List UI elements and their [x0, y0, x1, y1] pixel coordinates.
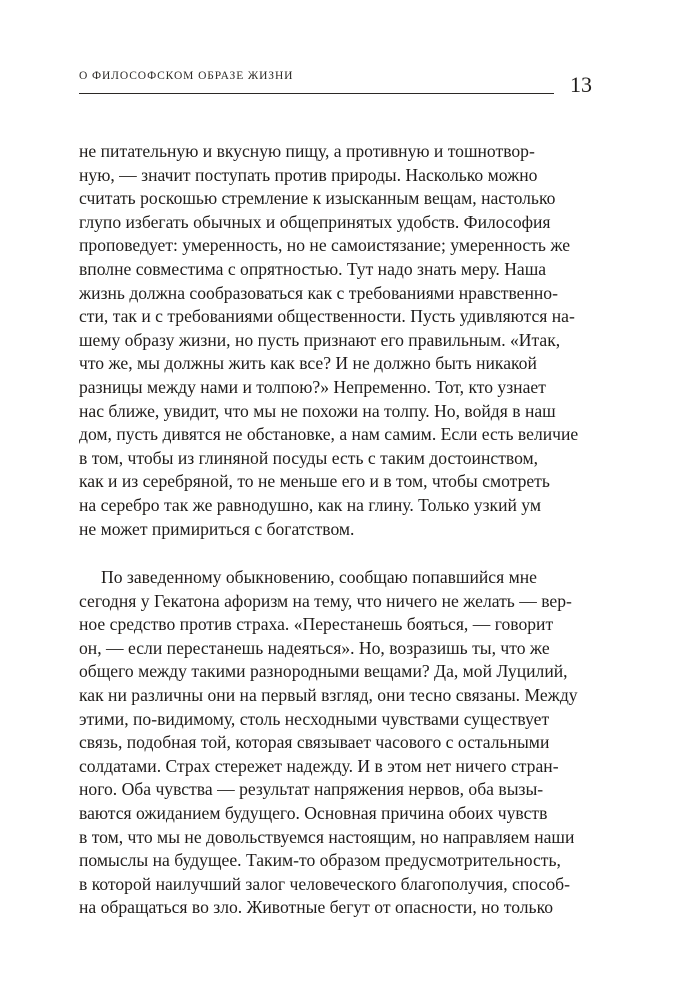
text-line: шему образу жизни, но пусть признают его правильным. «Итак, — [79, 329, 561, 350]
text-line: этими, по-видимому, столь несходными чувствами существует — [79, 708, 550, 729]
text-line: в которой наилучший залог человеческого благополучия, способ- — [79, 873, 570, 894]
text-line: проповедует: умеренность, но не самоистязание; умеренность же — [79, 235, 571, 256]
text-line: солдатами. Страх стережет надежду. И в этом нет ничего стран- — [79, 755, 559, 776]
text-line: ную, — значит поступать против природы. Насколько можно — [79, 164, 538, 185]
text-line: в том, что мы не довольствуемся настоящим, но направляем наши — [79, 826, 575, 847]
text-line: помыслы на будущее. Таким-то образом предусмотрительность, — [79, 850, 561, 871]
header-rule — [79, 93, 554, 94]
paragraph-1 — [79, 140, 599, 541]
text-line: не может примириться с богатством. — [79, 518, 355, 539]
text-line: как ни различны они на первый взгляд, они тесно связаны. Между — [79, 685, 578, 706]
paragraph-2 — [79, 566, 599, 920]
text-line: разницы между нами и толпою?» Непременно. Тот, кто узнает — [79, 376, 546, 397]
text-line: не питательную и вкусную пищу, а противную и тошнотвор- — [79, 141, 535, 161]
text-line: на обращаться во зло. Животные бегут от опасности, но только — [79, 897, 554, 918]
text-line: нас ближе, увидит, что мы не похожи на толпу. Но, войдя в наш — [79, 400, 556, 421]
text-line: как и из серебряной, то не меньше его и в том, чтобы смотреть — [79, 471, 550, 492]
text-line: общего между такими разнородными вещами? Да, мой Луцилий, — [79, 661, 568, 682]
body-text — [79, 140, 599, 920]
text-line: По заведенному обыкновению, сообщаю попавшийся мне — [101, 567, 537, 588]
text-line: он, — если перестанешь надеяться». Но, возразишь ты, что же — [79, 637, 550, 658]
running-head-title: О ФИЛОСОФСКОМ ОБРАЗЕ ЖИЗНИ — [79, 70, 294, 82]
text-line: сти, так и с требованиями общественности. Пусть удивляются на- — [79, 306, 575, 327]
text-line: в том, чтобы из глиняной посуды есть с таким достоинством, — [79, 447, 539, 468]
text-line: что же, мы должны жить как все? И не должно быть никакой — [79, 353, 537, 374]
text-line: ного. Оба чувства — результат напряжения нервов, оба вызы- — [79, 779, 544, 800]
text-line: считать роскошью стремление к изысканным вещам, настолько — [79, 188, 556, 209]
text-line: вполне совместима с опрятностью. Тут надо знать меру. Наша — [79, 258, 547, 279]
text-line: жизнь должна сообразоваться как с требованиями нравственно- — [79, 282, 558, 303]
text-line: ваются ожиданием будущего. Основная причина обоих чувств — [79, 803, 548, 824]
text-line: связь, подобная той, которая связывает часового с остальными — [79, 732, 550, 753]
text-line: сегодня у Гекатона афоризм на тему, что ничего не желать — вер- — [79, 590, 572, 611]
page-number: 13 — [570, 72, 592, 97]
text-line: глупо избегать обычных и общепринятых удобств. Философия — [79, 211, 551, 232]
text-line: ное средство против страха. «Перестанешь бояться, — говорит — [79, 614, 554, 635]
text-line: на серебро так же равнодушно, как на глину. Только узкий ум — [79, 494, 542, 515]
text-line: дом, пусть дивятся не обстановке, а нам самим. Если есть величие — [79, 424, 579, 445]
